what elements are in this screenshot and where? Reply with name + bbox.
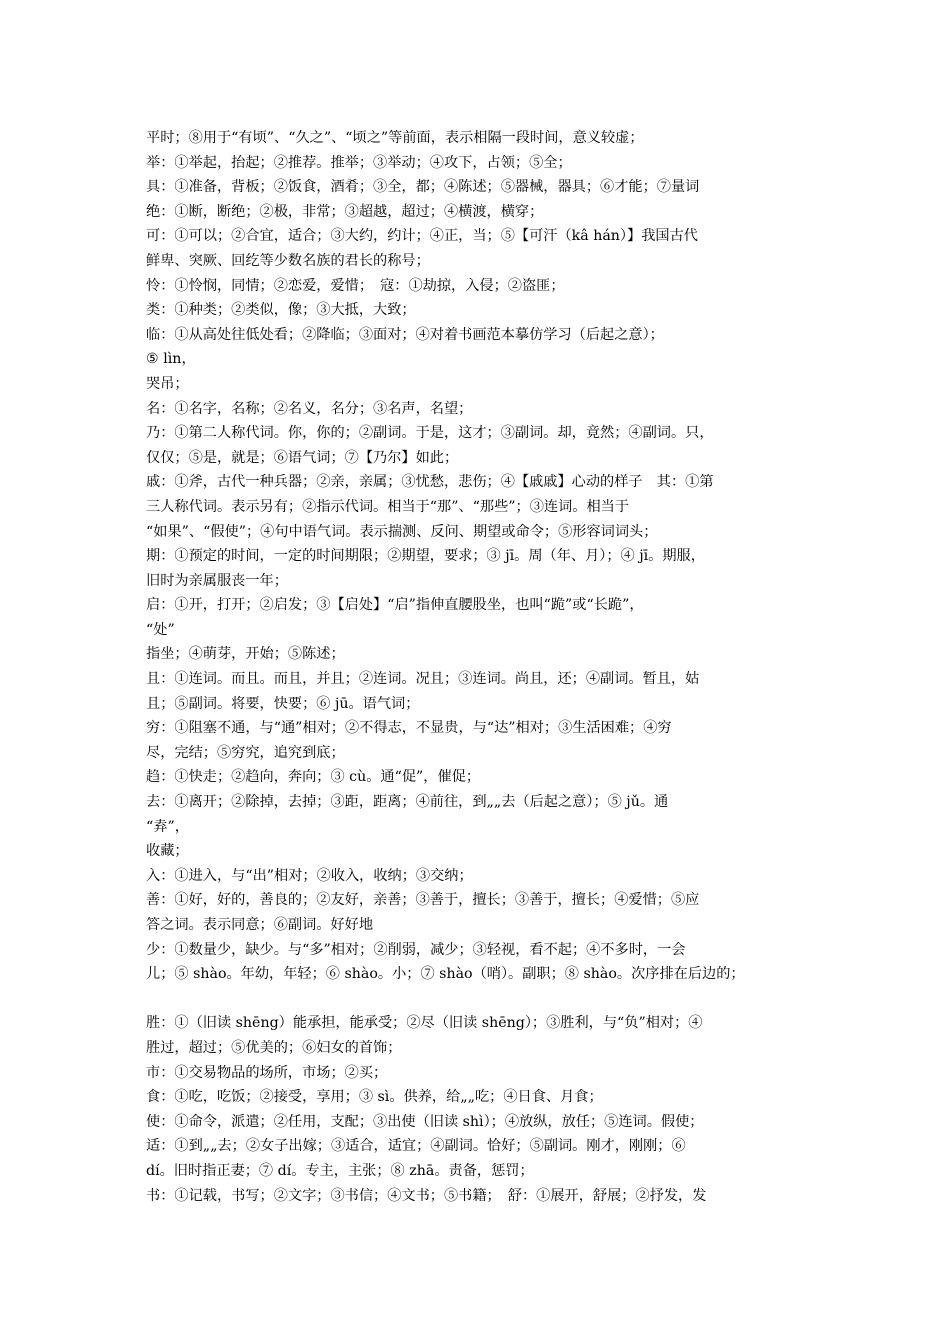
- text-line: 名：①名字，名称；②名义，名分；③名声，名望；: [146, 400, 473, 417]
- text-line: “弆”，: [146, 818, 189, 835]
- text-line: 答之词。表示同意；⑥副词。好好地: [146, 917, 374, 933]
- document-body: [146, 126, 810, 1208]
- text-line: 且：①连词。而且。而且，并且；②连词。况且；③连词。尚且，还；④副词。暂且，姑: [146, 671, 700, 688]
- blank-line: [146, 987, 810, 1012]
- text-line: 绝：①断，断绝；②极，非常；③超越，超过；④横渡，横穿；: [146, 203, 544, 220]
- text-line: 乃：①第二人称代词。你，你的；②副词。于是，这才；③副词。却，竟然；④副词。只，: [146, 425, 714, 442]
- text-line: 入：①进入，与“出”相对；②收入，收纳；③交纳；: [146, 867, 473, 884]
- text-line: 期：①预定的时间，一定的时间期限；②期望，要求；③ jī。周（年、月）；④ jī。期服，: [146, 548, 705, 565]
- text-line: 适：①到„„去；②女子出嫁；③适合，适宜；④副词。恰好；⑤副词。刚才，刚刚；⑥: [146, 1138, 686, 1155]
- text-line: 胜：①（旧读 shēng）能承担，能承受；②尽（旧读 shēng）；③胜利，与“负”相对；④: [146, 1015, 703, 1032]
- text-line: 儿；⑤ shào。年幼，年轻；⑥ shào。小；⑦ shào（哨）。副职；⑧ shào。次序排在后边的；: [146, 966, 745, 983]
- text-line: 类：①种类；②类似，像；③大抵，大致；: [146, 302, 416, 319]
- text-line: 尽，完结；⑤穷究，追究到底；: [146, 744, 345, 761]
- text-line: 去：①离开；②除掉，去掉；③距，距离；④前往，到„„去（后起之意）；⑤ jǔ。通: [146, 794, 669, 811]
- text-line: dí。旧时指正妻；⑦ dí。专主，主张；⑧ zhā。责备，惩罚；: [146, 1162, 534, 1179]
- text-line: “如果”、“假使”；④句中语气词。表示揣测、反问、期望或命令；⑤形容词词头；: [146, 523, 658, 540]
- text-line: 使：①命令，派遣；②任用，支配；③出使（旧读 shì）；④放纵，放任；⑤连词。假使；: [146, 1113, 704, 1130]
- text-line: 少：①数量少，缺少。与“多”相对；②削弱，减少；③轻视，看不起；④不多时，一会: [146, 941, 686, 958]
- text-line: 怜：①怜悯，同情；②恋爱，爱惜； 寇：①劫掠，入侵；②盗匪；: [146, 277, 565, 294]
- text-line: 且；⑤副词。将要，快要；⑥ jū。语气词；: [146, 695, 420, 712]
- text-line: 指坐；④萌芽，开始；⑤陈述；: [146, 646, 345, 663]
- text-line: 三人称代词。表示另有；②指示代词。相当于“那”、“那些”；③连词。相当于: [146, 498, 630, 515]
- text-line: 善：①好，好的，善良的；②友好，亲善；③善于，擅长；③善于，擅长；④爱惜；⑤应: [146, 892, 700, 909]
- text-line: 具：①准备，背板；②饭食，酒肴；③全，都；④陈述；⑤器械，器具；⑥才能；⑦量词: [146, 179, 700, 196]
- text-line: “处”: [146, 621, 175, 638]
- text-line: ⑤ lìn，: [146, 351, 196, 368]
- text-line: 仅仅；⑤是，就是；⑥语气词；⑦【乃尔】如此；: [146, 449, 459, 466]
- text-line: 举：①举起，抬起；②推荐。推举；③举动；④攻下，占领；⑤全；: [146, 154, 572, 171]
- text-line: 鲜卑、突厥、回纥等少数名族的君长的称号；: [146, 252, 430, 269]
- text-line: 平时；⑧用于“有顷”、“久之”、“顷之”等前面，表示相隔一段时间，意义较虚；: [146, 130, 644, 146]
- text-line: 趋：①快走；②趋向，奔向；③ cù。通“促”，催促；: [146, 769, 481, 786]
- text-line: 食：①吃，吃饭；②接受，享用；③ sì。供养，给„„吃；④日食、月食；: [146, 1089, 603, 1106]
- text-line: 书：①记载，书写；②文字；③书信；④文书；⑤书籍； 舒：①展开，舒展；②抒发，发: [146, 1187, 707, 1204]
- text-line: 收藏；: [146, 843, 189, 860]
- text-line: 临：①从高处往低处看；②降临；③面对；④对着书画范本摹仿学习（后起之意）；: [146, 326, 664, 343]
- text-line: 旧时为亲属服丧一年；: [146, 572, 288, 589]
- text-line: 胜过，超过；⑤优美的；⑥妇女的首饰；: [146, 1039, 402, 1056]
- text-line: 启：①开，打开；②启发；③【启处】“启”指伸直腰股坐，也叫“跪”或“长跪”，: [146, 597, 644, 614]
- text-line: 市：①交易物品的场所，市场；②买；: [146, 1064, 388, 1081]
- text-line: 哭吊；: [146, 375, 189, 392]
- text-line: 穷：①阻塞不通，与“通”相对；②不得志，不显贵，与“达”相对；③生活困难；④穷: [146, 720, 672, 737]
- text-line: 戚：①斧，古代一种兵器；②亲，亲属；③忧愁，悲伤；④【戚戚】心动的样子 其：①第: [146, 474, 714, 491]
- text-line: 可：①可以；②合宜，适合；③大约，约计；④正，当；⑤【可汗（kâ hán）】我国古代: [146, 228, 698, 245]
